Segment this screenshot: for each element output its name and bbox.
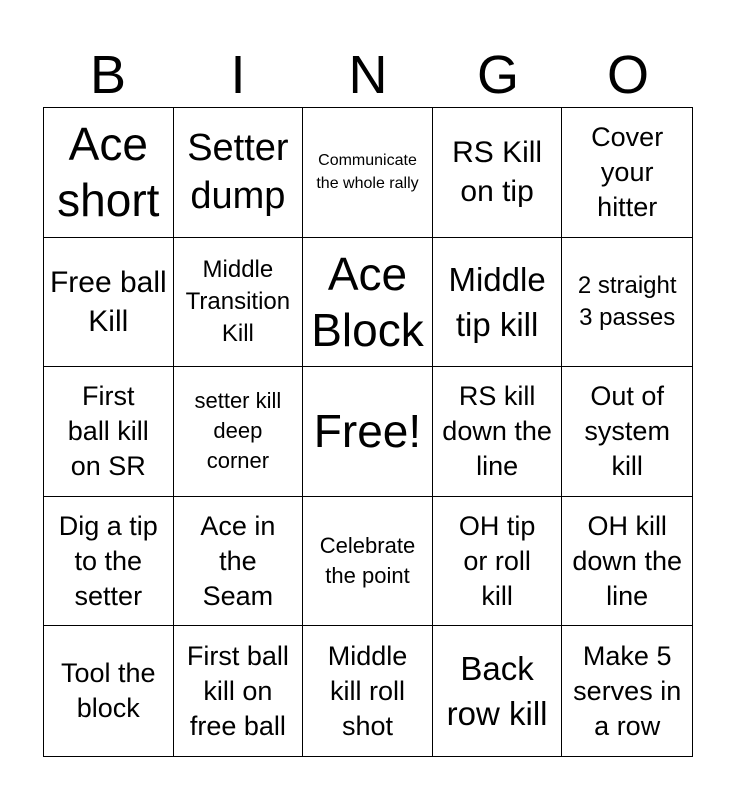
cell-label: Tool the block <box>61 658 156 724</box>
bingo-card-grid <box>43 107 693 757</box>
cell-label: Middle tip kill <box>448 260 546 343</box>
header-letter-o: O <box>606 45 649 105</box>
cell-label: setter kill deep corner <box>194 388 282 474</box>
bingo-cell-r4-c5[interactable] <box>562 497 692 627</box>
bingo-cell-r4-c1[interactable] <box>44 497 174 627</box>
bingo-cell-r4-c3[interactable] <box>303 497 433 627</box>
bingo-cell-r2-c1[interactable] <box>44 238 174 368</box>
bingo-cell-r2-c2[interactable] <box>174 238 304 368</box>
bingo-cell-r2-c4[interactable] <box>433 238 563 368</box>
cell-label: RS Kill on tip <box>452 136 543 209</box>
cell-label: Cover your hitter <box>591 121 664 222</box>
bingo-cell-r1-c5[interactable] <box>562 108 692 238</box>
cell-label: First ball kill on free ball <box>186 640 289 741</box>
bingo-cell-r1-c1[interactable] <box>44 108 174 238</box>
cell-label: RS kill down the line <box>442 380 552 481</box>
cell-label: Ace Block <box>311 247 424 356</box>
bingo-cell-r4-c4[interactable] <box>433 497 563 627</box>
cell-label: Middle Transition Kill <box>185 255 291 347</box>
bingo-cell-r5-c3[interactable] <box>303 626 433 756</box>
cell-label: Free! <box>313 405 422 458</box>
header-letter-n: N <box>348 45 388 105</box>
bingo-cell-r1-c2[interactable] <box>174 108 304 238</box>
cell-label: Free ball Kill <box>49 265 167 338</box>
cell-label: Out of system kill <box>584 380 670 481</box>
cell-label: Communicate the whole rally <box>316 152 419 193</box>
cell-label: Back row kill <box>446 650 548 733</box>
bingo-cell-r3-c1[interactable] <box>44 367 174 497</box>
cell-label: Dig a tip to the setter <box>58 510 158 611</box>
bingo-cell-r4-c2[interactable] <box>174 497 304 627</box>
bingo-cell-r1-c4[interactable] <box>433 108 563 238</box>
cell-label: OH tip or roll kill <box>458 510 536 611</box>
cell-label: OH kill down the line <box>572 510 682 611</box>
bingo-cell-r1-c3[interactable] <box>303 108 433 238</box>
cell-label: Ace in the Seam <box>200 510 276 611</box>
header-letter-g: G <box>476 45 519 105</box>
bingo-cell-r3-c2[interactable] <box>174 367 304 497</box>
bingo-cell-r5-c1[interactable] <box>44 626 174 756</box>
cell-label: Make 5 serves in a row <box>573 640 682 741</box>
bingo-header <box>43 44 693 106</box>
cell-label: First ball kill on SR <box>67 380 149 481</box>
header-letter-b: B <box>89 45 127 105</box>
bingo-cell-r5-c5[interactable] <box>562 626 692 756</box>
bingo-cell-r3-c3[interactable] <box>303 367 433 497</box>
bingo-cell-r2-c5[interactable] <box>562 238 692 368</box>
cell-label: Celebrate the point <box>319 533 416 589</box>
bingo-cell-r5-c4[interactable] <box>433 626 563 756</box>
cell-label: Setter dump <box>187 127 289 218</box>
bingo-cell-r5-c2[interactable] <box>174 626 304 756</box>
bingo-cell-r2-c3[interactable] <box>303 238 433 368</box>
cell-label: 2 straight 3 passes <box>577 271 677 331</box>
bingo-cell-r3-c5[interactable] <box>562 367 692 497</box>
header-letter-i: I <box>230 45 246 105</box>
cell-label: Ace short <box>57 118 160 227</box>
bingo-cell-r3-c4[interactable] <box>433 367 563 497</box>
cell-label: Middle kill roll shot <box>327 640 408 741</box>
